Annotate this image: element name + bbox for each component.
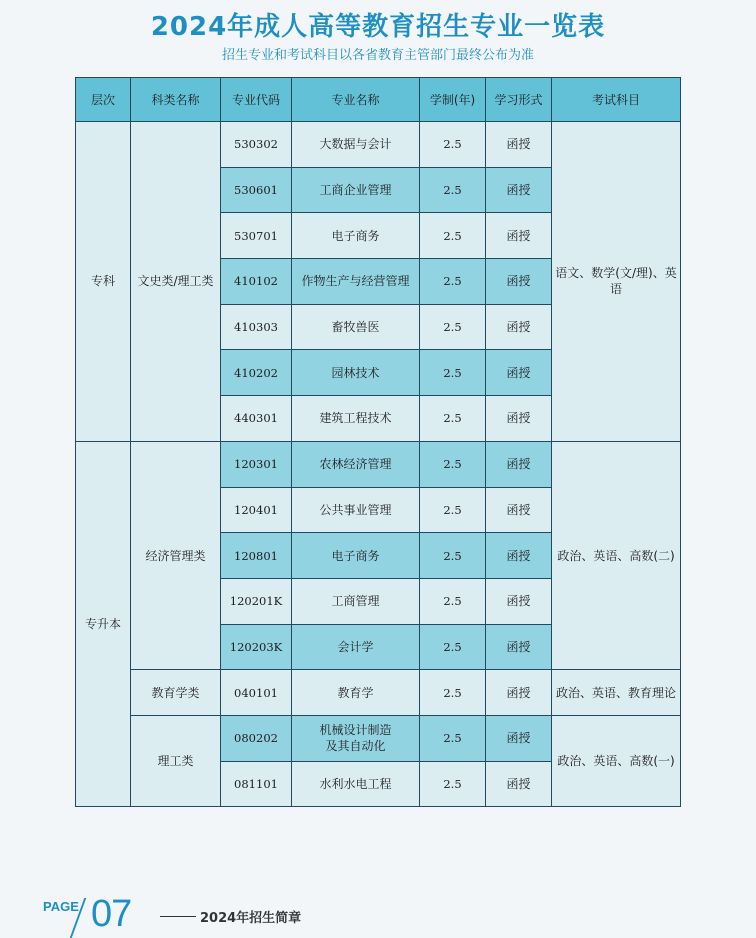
footer-page-number: 07 <box>91 893 132 935</box>
duration: 2.5 <box>420 761 486 807</box>
major-code: 410303 <box>221 304 292 350</box>
study-mode: 函授 <box>486 761 552 807</box>
study-mode: 函授 <box>486 350 552 396</box>
footer-page-label: PAGE <box>43 899 79 914</box>
major-name: 公共事业管理 <box>292 487 420 533</box>
study-mode: 函授 <box>486 122 552 168</box>
exam-subjects-jiaoyu: 政治、英语、教育理论 <box>552 670 681 716</box>
major-name: 作物生产与经营管理 <box>292 259 420 305</box>
major-code: 530601 <box>221 167 292 213</box>
major-name: 建筑工程技术 <box>292 396 420 442</box>
header-exam-subjects: 考试科目 <box>552 78 681 122</box>
page-subtitle: 招生专业和考试科目以各省教育主管部门最终公布为准 <box>221 48 534 63</box>
exam-subjects-zhuanke: 语文、数学(文/理)、英语 <box>552 122 681 442</box>
header-duration: 学制(年) <box>420 78 486 122</box>
duration: 2.5 <box>420 167 486 213</box>
major-name: 园林技术 <box>292 350 420 396</box>
major-name: 工商管理 <box>292 578 420 624</box>
category-cell-ligong: 理工类 <box>131 715 221 806</box>
duration: 2.5 <box>420 487 486 533</box>
level-cell-zhuanke: 专科 <box>76 122 131 442</box>
header-major-name: 专业名称 <box>292 78 420 122</box>
study-mode: 函授 <box>486 213 552 259</box>
major-code: 120801 <box>221 533 292 579</box>
header-level: 层次 <box>76 78 131 122</box>
major-name: 大数据与会计 <box>292 122 420 168</box>
study-mode: 函授 <box>486 533 552 579</box>
category-cell-jingji: 经济管理类 <box>131 441 221 669</box>
study-mode: 函授 <box>486 396 552 442</box>
study-mode: 函授 <box>486 304 552 350</box>
duration: 2.5 <box>420 624 486 670</box>
category-cell-jiaoyu: 教育学类 <box>131 670 221 716</box>
duration: 2.5 <box>420 213 486 259</box>
duration: 2.5 <box>420 350 486 396</box>
major-code: 410202 <box>221 350 292 396</box>
study-mode: 函授 <box>486 441 552 487</box>
header-category: 科类名称 <box>131 78 221 122</box>
duration: 2.5 <box>420 578 486 624</box>
major-name: 教育学 <box>292 670 420 716</box>
major-code: 440301 <box>221 396 292 442</box>
page-title: 2024年成人高等教育招生专业一览表 <box>150 12 606 42</box>
duration: 2.5 <box>420 715 486 761</box>
major-name: 水利水电工程 <box>292 761 420 807</box>
duration: 2.5 <box>420 304 486 350</box>
major-code: 120401 <box>221 487 292 533</box>
table-row <box>76 715 681 761</box>
exam-subjects-ligong: 政治、英语、高数(一) <box>552 715 681 806</box>
table-header-row <box>76 78 681 122</box>
major-name: 畜牧兽医 <box>292 304 420 350</box>
major-name: 机械设计制造 及其自动化 <box>292 715 420 761</box>
major-name: 电子商务 <box>292 533 420 579</box>
duration: 2.5 <box>420 441 486 487</box>
footer-brochure-title: 2024年招生简章 <box>200 911 302 926</box>
study-mode: 函授 <box>486 715 552 761</box>
category-cell-wenshi-ligong: 文史类/理工类 <box>131 122 221 442</box>
major-name: 电子商务 <box>292 213 420 259</box>
study-mode: 函授 <box>486 167 552 213</box>
major-name: 会计学 <box>292 624 420 670</box>
table-row <box>76 441 681 487</box>
major-code: 120201K <box>221 578 292 624</box>
major-code: 040101 <box>221 670 292 716</box>
duration: 2.5 <box>420 396 486 442</box>
major-code: 120301 <box>221 441 292 487</box>
level-cell-zhuanshengben: 专升本 <box>76 441 131 807</box>
study-mode: 函授 <box>486 670 552 716</box>
duration: 2.5 <box>420 670 486 716</box>
study-mode: 函授 <box>486 259 552 305</box>
table-row <box>76 122 681 168</box>
duration: 2.5 <box>420 122 486 168</box>
exam-subjects-jingji: 政治、英语、高数(二) <box>552 441 681 669</box>
majors-table <box>75 77 681 807</box>
major-name: 工商企业管理 <box>292 167 420 213</box>
footer-rule <box>160 916 196 917</box>
table-row <box>76 670 681 716</box>
study-mode: 函授 <box>486 487 552 533</box>
major-name: 农林经济管理 <box>292 441 420 487</box>
header-study-mode: 学习形式 <box>486 78 552 122</box>
study-mode: 函授 <box>486 578 552 624</box>
major-code: 081101 <box>221 761 292 807</box>
major-code: 080202 <box>221 715 292 761</box>
major-code: 530302 <box>221 122 292 168</box>
header-major-code: 专业代码 <box>221 78 292 122</box>
major-code: 410102 <box>221 259 292 305</box>
duration: 2.5 <box>420 533 486 579</box>
duration: 2.5 <box>420 259 486 305</box>
study-mode: 函授 <box>486 624 552 670</box>
major-code: 120203K <box>221 624 292 670</box>
major-code: 530701 <box>221 213 292 259</box>
